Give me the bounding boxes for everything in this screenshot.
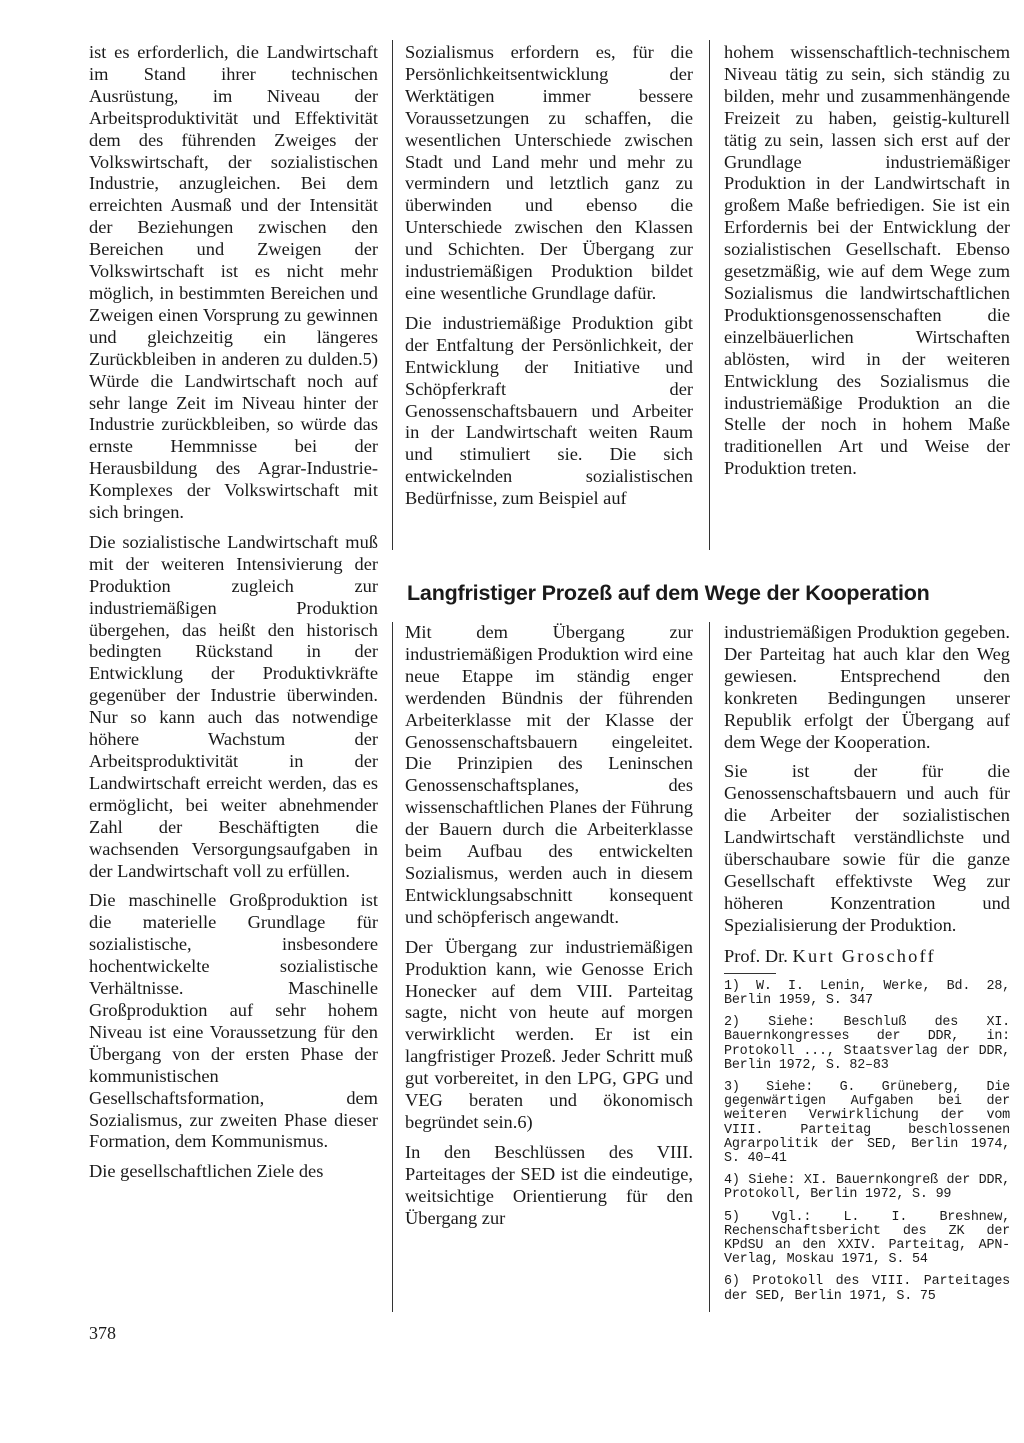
paragraph: Sozialismus erfordern es, für die Persönlichkeitsentwicklung der Werktätigen immer bessere Voraussetzungen zu schaffen, die wesentlichen Unterschiede zwischen Stadt und Land mehr und mehr zu vermindern und letztlich ganz zu überwinden und ebenso die Unterschiede zwischen den Klassen und Schichten. Der Übergang zur industriemäßigen Produktion bildet eine wesentliche Grundlage dafür. (405, 42, 693, 303)
footnote-rule (724, 973, 776, 974)
column-divider (392, 40, 393, 550)
paragraph: Sie ist der für die Genossenschaftsbauern und auch für die Arbeiter der sozialistischen Landwirtschaft verständlichste und überschaubare sowie für die ganze Gesellschaft effektivste Weg zur höheren Konzentration und Spezialisierung der Produktion. (724, 761, 1010, 935)
paragraph: Mit dem Übergang zur industriemäßigen Produktion wird eine neue Etappe im ständig enger werdenden Bündnis der führenden Arbeiterklasse mit der Klasse der Genossenschaftsbauern eingeleitet. Die Prinzipien des Leninschen Genossenschaftsplanes, des wissenschaftlichen Planes der Führung der Bauern durch die Arbeiterklasse beim Aufbau des entwickelten Sozialismus, werden auch in diesem Entwicklungsabschnitt konsequent und schöpferisch angewandt. (405, 622, 693, 927)
footnote: 5) Vgl.: L. I. Breshnew, Rechenschaftsbericht des ZK der KPdSU an den XXIV. Parteitag, APN-Verlag, Moskau 1971, S. 54 (724, 1209, 1010, 1268)
paragraph: Der Übergang zur industriemäßigen Produktion kann, wie Genosse Erich Honecker auf dem VIII. Parteitag sagte, nicht von heute auf morgen verwirklicht werden. Er ist ein langfristiger Prozeß. Jeder Schritt muß gut vorbereitet, in den LPG, GPG und VEG beraten und ökonomisch begründet sein.6) (405, 936, 693, 1132)
page-number: 378 (89, 1323, 116, 1343)
paragraph: Die gesellschaftlichen Ziele des (89, 1161, 324, 1182)
column-divider (392, 622, 393, 1312)
footnotes (724, 980, 1010, 1304)
section-heading: Langfristiger Prozeß auf dem Wege der Kooperation (407, 581, 930, 605)
footnote: 6) Protokoll des VIII. Parteitages der SED, Berlin 1971, S. 75 (724, 1274, 1010, 1304)
author-name: Kurt Groschoff (792, 945, 936, 966)
text-column-4 (405, 622, 693, 1237)
paragraph: industriemäßigen Produktion gegeben. Der Parteitag hat auch klar den Weg gewiesen. Entsprechend den konkreten Bedingungen unserer Republik erfolgt der Übergang auf dem Wege der Kooperation. (724, 622, 1010, 752)
column-divider (709, 622, 710, 1312)
paragraph: ist es erforderlich, die Landwirtschaft im Stand ihrer technischen Ausrüstung, im Niveau der Arbeitsproduktivität und Effektivität dem des führenden Zweiges der Volkswirtschaft, der sozialistischen Industrie, anzugleichen. Bei dem erreichten Ausmaß und der Intensität der Beziehungen zwischen den Bereichen und Zweigen der Volkswirtschaft ist es nicht mehr möglich, in bestimmten Bereichen und Zweigen einen Vorsprung zu gewinnen und gleichzeitig ein längeres Zurückbleiben in anderen zu dulden.5) Würde die Landwirtschaft noch auf sehr lange Zeit im Niveau hinter der Industrie zurückbleiben, so würde das ernste Hemmnisse bei der Herausbildung des Agrar-Industrie-Komplexes der Volkswirtschaft mit sich bringen. (89, 42, 378, 523)
footnote: 2) Siehe: Beschluß des XI. Bauernkongresses der DDR, in: Protokoll ..., Staatsverlag der DDR, Berlin 1972, S. 82–83 (724, 1015, 1010, 1073)
paragraph: Die industriemäßige Produktion gibt der Entfaltung der Persönlichkeit, der Entwicklung der Initiative und Schöpferkraft der Genossenschaftsbauern und Arbeiter in der Landwirtschaft weiten Raum und stimuliert sie. Die sich entwickelnden sozialistischen Bedürfnisse, zum Beispiel auf (405, 312, 693, 509)
paragraph: In den Beschlüssen des VIII. Parteitages der SED ist die eindeutige, weitsichtige Orientierung für den Übergang zur (405, 1141, 693, 1228)
footnote: 1) W. I. Lenin, Werke, Bd. 28, Berlin 1959, S. 347 (724, 978, 1010, 1008)
text-column-5 (724, 622, 1010, 1312)
footnote: 3) Siehe: G. Grüneberg, Die gegenwärtigen Aufgaben bei der weiteren Verwirklichung der vom VIII. Parteitag beschlossenen Agrarpolitik der SED, Berlin 1974, S. 40–41 (724, 1079, 1010, 1166)
paragraph: hohem wissenschaftlich-technischem Niveau tätig zu sein, sich ständig zu bilden, mehr und zusammenhängende Freizeit zu haben, geistig-kulturell tätig zu sein, lassen sich erst auf der Grundlage industriemäßiger Produktion in der Landwirtschaft in großem Maße befriedigen. Sie ist ein Erfordernis bei der Entwicklung der sozialistischen Gesellschaft. Ebenso gesetzmäßig, wie auf dem Wege zum Sozialismus die landwirtschaftlichen Produktionsgenossenschaften die einzelbäuerlichen Wirtschaften ablösten, wird in der weiteren Entwicklung des Sozialismus die industriemäßige Produktion an die Stelle der noch in hohem Maße traditionellen Art und Weise der Produktion treten. (724, 42, 1010, 479)
paragraph: Die sozialistische Landwirtschaft muß mit der weiteren Intensivierung der Produktion zugleich zur industriemäßigen Produktion übergehen, das heißt den historisch bedingten Rückstand in der Entwicklung der Produktivkräfte gegenüber der Industrie überwinden. Nur so kann auch das notwendige höhere Wachstum der Arbeitsproduktivität in der Landwirtschaft erreicht werden, das es ermöglicht, bei weiter abnehmender Zahl der Beschäftigten die wachsenden Versorgungsaufgaben in der Landwirtschaft voll zu erfüllen. (89, 531, 378, 881)
paragraph: Die maschinelle Großproduktion ist die materielle Grundlage für sozialistische, insbesondere hochentwickelte sozialistische Verhältnisse. Maschinelle Großproduktion auf sehr hohem Niveau ist eine Voraussetzung für den Übergang von der ersten Phase der kommunistischen Gesellschaftsformation, dem Sozialismus, zur zweiten Phase dieser Formation, dem Kommunismus. (89, 890, 378, 1152)
author-title: Prof. Dr. (724, 945, 788, 966)
column-divider (709, 40, 710, 550)
author-line (724, 945, 1010, 967)
text-column-3 (724, 42, 1010, 488)
text-column-2 (405, 42, 693, 518)
text-column-1 (89, 42, 378, 1191)
footnote: 4) Siehe: XI. Bauernkongreß der DDR, Protokoll, Berlin 1972, S. 99 (724, 1173, 1010, 1203)
